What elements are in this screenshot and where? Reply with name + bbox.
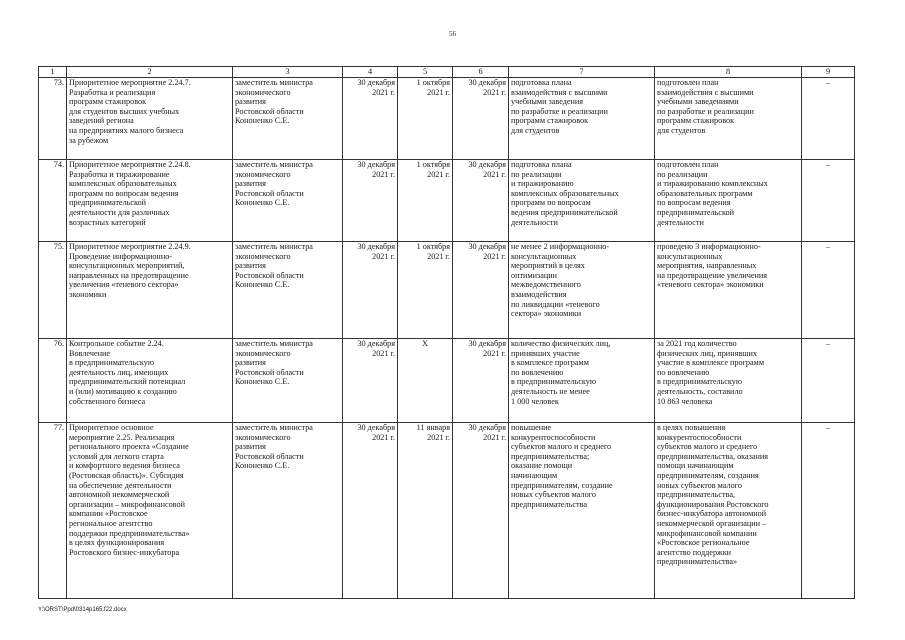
date-cell: 30 декабря 2021 г.	[453, 78, 509, 160]
date-cell: 30 декабря 2021 г.	[453, 242, 509, 339]
event-cell: Приоритетное мероприятие 2.24.7. Разработка и реализация программ стажировок для студентов высших учебных заведений региона на предприятиях малого бизнеса за рубежом	[67, 78, 233, 160]
actual-result-cell: подготовлен план взаимодействия с высшими учебными заведениями по разработке и реализации программ стажировок для студентов	[655, 78, 802, 160]
note-cell: –	[802, 242, 855, 339]
event-cell: Контрольное событие 2.24. Вовлечение в предпринимательскую деятельность лиц, имеющих предпринимательский потенциал и (или) мотивацию к созданию собственного бизнеса	[67, 339, 233, 423]
actual-result-cell: проведено 3 информационно- консультационных мероприятия, направленных на предотвращение увеличения «теневого сектора» экономики	[655, 242, 802, 339]
table-row	[39, 423, 855, 599]
col-header: 8	[655, 67, 802, 78]
actual-result-cell: за 2021 год количество физических лиц, принявших участие в комплексе программ по вовлечению в предпринимательскую деятельность, составило 10 863 человека	[655, 339, 802, 423]
col-header: 9	[802, 67, 855, 78]
responsible-cell: заместитель министра экономического развития Ростовской области Кононенко С.Е.	[233, 423, 343, 599]
event-cell: Приоритетное мероприятие 2.24.9. Проведение информационно- консультационных мероприятий, направленных на предотвращение увеличения «теневого сектора» экономики	[67, 242, 233, 339]
date-cell: 1 октября 2021 г.	[398, 242, 453, 339]
col-header: 5	[398, 67, 453, 78]
col-header: 4	[343, 67, 398, 78]
row-number: 74.	[39, 160, 67, 242]
actual-result-cell: в целях повышения конкурентоспособности субъектов малого и среднего предпринимательства, оказания помощи начинающим предпринимателям, создания новых субъектов малого предпринимательства, функционирования Ростовского бизнес-инкубатора автономной некоммерческой организации – микрофинансовой компании «Ростовское региональное агентство поддержки предпринимательства»	[655, 423, 802, 599]
date-cell: 30 декабря 2021 г.	[343, 423, 398, 599]
responsible-cell: заместитель министра экономического развития Ростовской области Кононенко С.Е.	[233, 160, 343, 242]
date-cell: 30 декабря 2021 г.	[453, 339, 509, 423]
date-cell: 30 декабря 2021 г.	[343, 339, 398, 423]
col-header: 1	[39, 67, 67, 78]
date-cell: 30 декабря 2021 г.	[453, 160, 509, 242]
planned-result-cell: количество физических лиц, принявших участие в комплексе программ по вовлечению в предпринимательскую деятельность не менее 1 000 человек	[509, 339, 655, 423]
date-cell: Х	[398, 339, 453, 423]
note-cell: –	[802, 78, 855, 160]
report-table	[38, 66, 855, 599]
actual-result-cell: подготовлен план по реализации и тиражированию комплексных образовательных программ по вопросам ведения предпринимательской деятельности	[655, 160, 802, 242]
col-header: 2	[67, 67, 233, 78]
planned-result-cell: повышение конкурентоспособности субъектов малого и среднего предпринимательства; оказание помощи начинающим предпринимателям, создание новых субъектов малого предпринимательства	[509, 423, 655, 599]
event-cell: Приоритетное основное мероприятие 2.25. Реализация регионального проекта «Создание условий для легкого старта и комфортного ведения бизнеса (Ростовская область)». Субсидия на обеспечение деятельности автономной некоммерческой организации – микрофинансовой компании «Ростовское региональное агентство поддержки предпринимательства» в целях функционирования Ростовского бизнес-инкубатора	[67, 423, 233, 599]
col-header: 6	[453, 67, 509, 78]
table-row	[39, 78, 855, 160]
col-header: 7	[509, 67, 655, 78]
table-row	[39, 242, 855, 339]
planned-result-cell: подготовка плана взаимодействия с высшими учебными заведения по разработке и реализации программ стажировок для студентов	[509, 78, 655, 160]
planned-result-cell: не менее 2 информационно- консультационных мероприятий в целях оптимизации межведомственного взаимодействия по ликвидации «теневого сектора» экономики	[509, 242, 655, 339]
responsible-cell: заместитель министра экономического развития Ростовской области Кононенко С.Е.	[233, 78, 343, 160]
note-cell: –	[802, 423, 855, 599]
event-cell: Приоритетное мероприятие 2.24.8. Разработка и тиражирование комплексных образовательных программ по вопросам ведения предпринимательской деятельности для различных возрастных категорий	[67, 160, 233, 242]
date-cell: 30 декабря 2021 г.	[453, 423, 509, 599]
page-number: 56	[449, 30, 456, 38]
planned-result-cell: подготовка плана по реализации и тиражированию комплексных образовательных программ по вопросам ведения предпринимательской деятельности	[509, 160, 655, 242]
row-number: 76.	[39, 339, 67, 423]
col-header: 3	[233, 67, 343, 78]
date-cell: 1 октября 2021 г.	[398, 78, 453, 160]
note-cell: –	[802, 160, 855, 242]
date-cell: 30 декабря 2021 г.	[343, 160, 398, 242]
table-row	[39, 339, 855, 423]
row-number: 75.	[39, 242, 67, 339]
column-number-row	[39, 67, 855, 78]
responsible-cell: заместитель министра экономического развития Ростовской области Кононенко С.Е.	[233, 339, 343, 423]
row-number: 77.	[39, 423, 67, 599]
table-row	[39, 160, 855, 242]
responsible-cell: заместитель министра экономического развития Ростовской области Кононенко С.Е.	[233, 242, 343, 339]
footer-file-path: Y:\ORST\Ppd\0314p165.f22.docx	[38, 607, 127, 613]
date-cell: 1 октября 2021 г.	[398, 160, 453, 242]
date-cell: 30 декабря 2021 г.	[343, 242, 398, 339]
row-number: 73.	[39, 78, 67, 160]
note-cell: –	[802, 339, 855, 423]
date-cell: 30 декабря 2021 г.	[343, 78, 398, 160]
date-cell: 11 января 2021 г.	[398, 423, 453, 599]
